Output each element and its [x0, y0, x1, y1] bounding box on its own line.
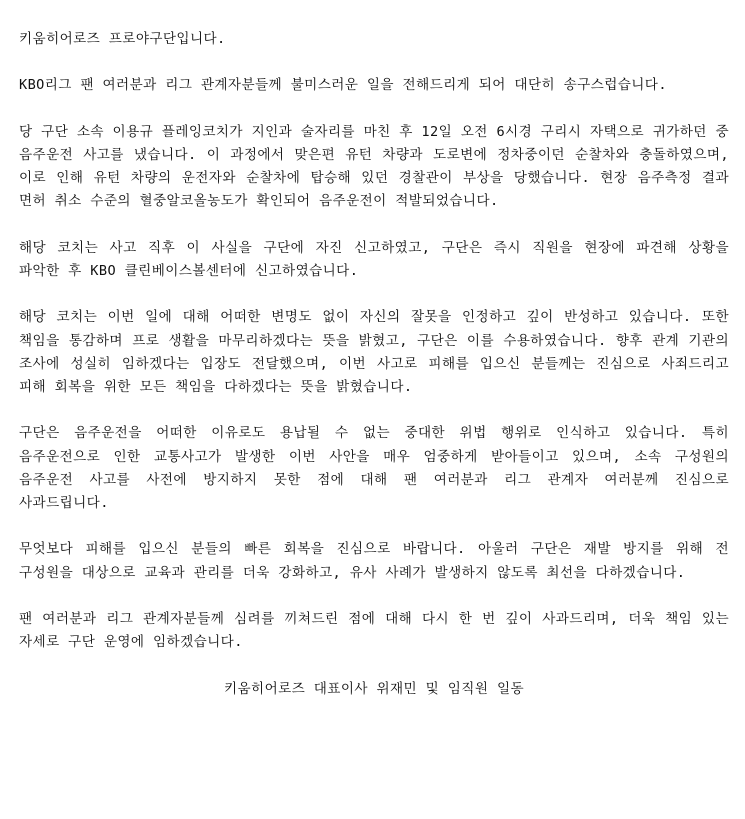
- greeting-line: 키움히어로즈 프로야구단입니다.: [19, 31, 226, 47]
- paragraph-prevention-measures: 무엇보다 피해를 입으신 분들의 빠른 회복을 진심으로 바랍니다. 아울러 구단은 재발 방지를 위해 전 구성원을 대상으로 교육과 관리를 더욱 강화하고, 유사 사례가 발생하지 않도록 최선을 다하겠습니다.: [19, 541, 729, 581]
- paragraph-self-report: 해당 코치는 사고 직후 이 사실을 구단에 자진 신고하였고, 구단은 즉시 직원을 현장에 파견해 상황을 파악한 후 KBO 클린베이스볼센터에 신고하였습니다.: [19, 239, 729, 279]
- paragraph-incident-details: 당 구단 소속 이용규 플레잉코치가 지인과 술자리를 마친 후 12일 오전 6시경 구리시 자택으로 귀가하던 중 음주운전 사고를 냈습니다. 이 과정에서 맞은편 유턴 차량과 도로변에 정차중이던 순찰차와 충돌하였으며, 이로 인해 유턴 차량의 운전자와 순찰차에 탑승해 있던 경찰관이 부상을 당했습니다. 현장 음주측정 결과 면허 취소 수준의 혈중알코올농도가 확인되어 음주운전이 적발되었습니다.: [19, 123, 729, 210]
- paragraph-coach-retirement: 해당 코치는 이번 일에 대해 어떠한 변명도 없이 자신의 잘못을 인정하고 깊이 반성하고 있습니다. 또한 책임을 통감하며 프로 생활을 마무리하겠다는 뜻을 밝혔고, 구단은 이를 수용하였습니다. 향후 관계 기관의 조사에 성실히 임하겠다는 입장도 전달했으며, 이번 사고로 피해를 입으신 분들께는 진심으로 사죄드리고 피해 회복을 위한 모든 책임을 다하겠다는 뜻을 밝혔습니다.: [19, 309, 729, 395]
- paragraph-closing-apology: 팬 여러분과 리그 관계자분들께 심려를 끼쳐드린 점에 대해 다시 한 번 깊이 사과드리며, 더욱 책임 있는 자세로 구단 운영에 임하겠습니다.: [19, 610, 729, 651]
- paragraph-apology-intro: KBO리그 팬 여러분과 리그 관계자분들께 불미스러운 일을 전해드리게 되어 대단히 송구스럽습니다.: [19, 77, 667, 94]
- statement-document: [19, 28, 729, 701]
- paragraph-club-position: 구단은 음주운전을 어떠한 이유로도 용납될 수 없는 중대한 위법 행위로 인식하고 있습니다. 특히 음주운전으로 인한 교통사고가 발생한 이번 사안을 매우 엄중하게 받아들이고 있으며, 소속 구성원의 음주운전 사고를 사전에 방지하지 못한 점에 대해 팬 여러분과 리그 관계자 여러분께 진심으로 사과드립니다.: [19, 425, 729, 511]
- signature-line: 키움히어로즈 대표이사 위재민 및 임직원 일동: [223, 680, 525, 697]
